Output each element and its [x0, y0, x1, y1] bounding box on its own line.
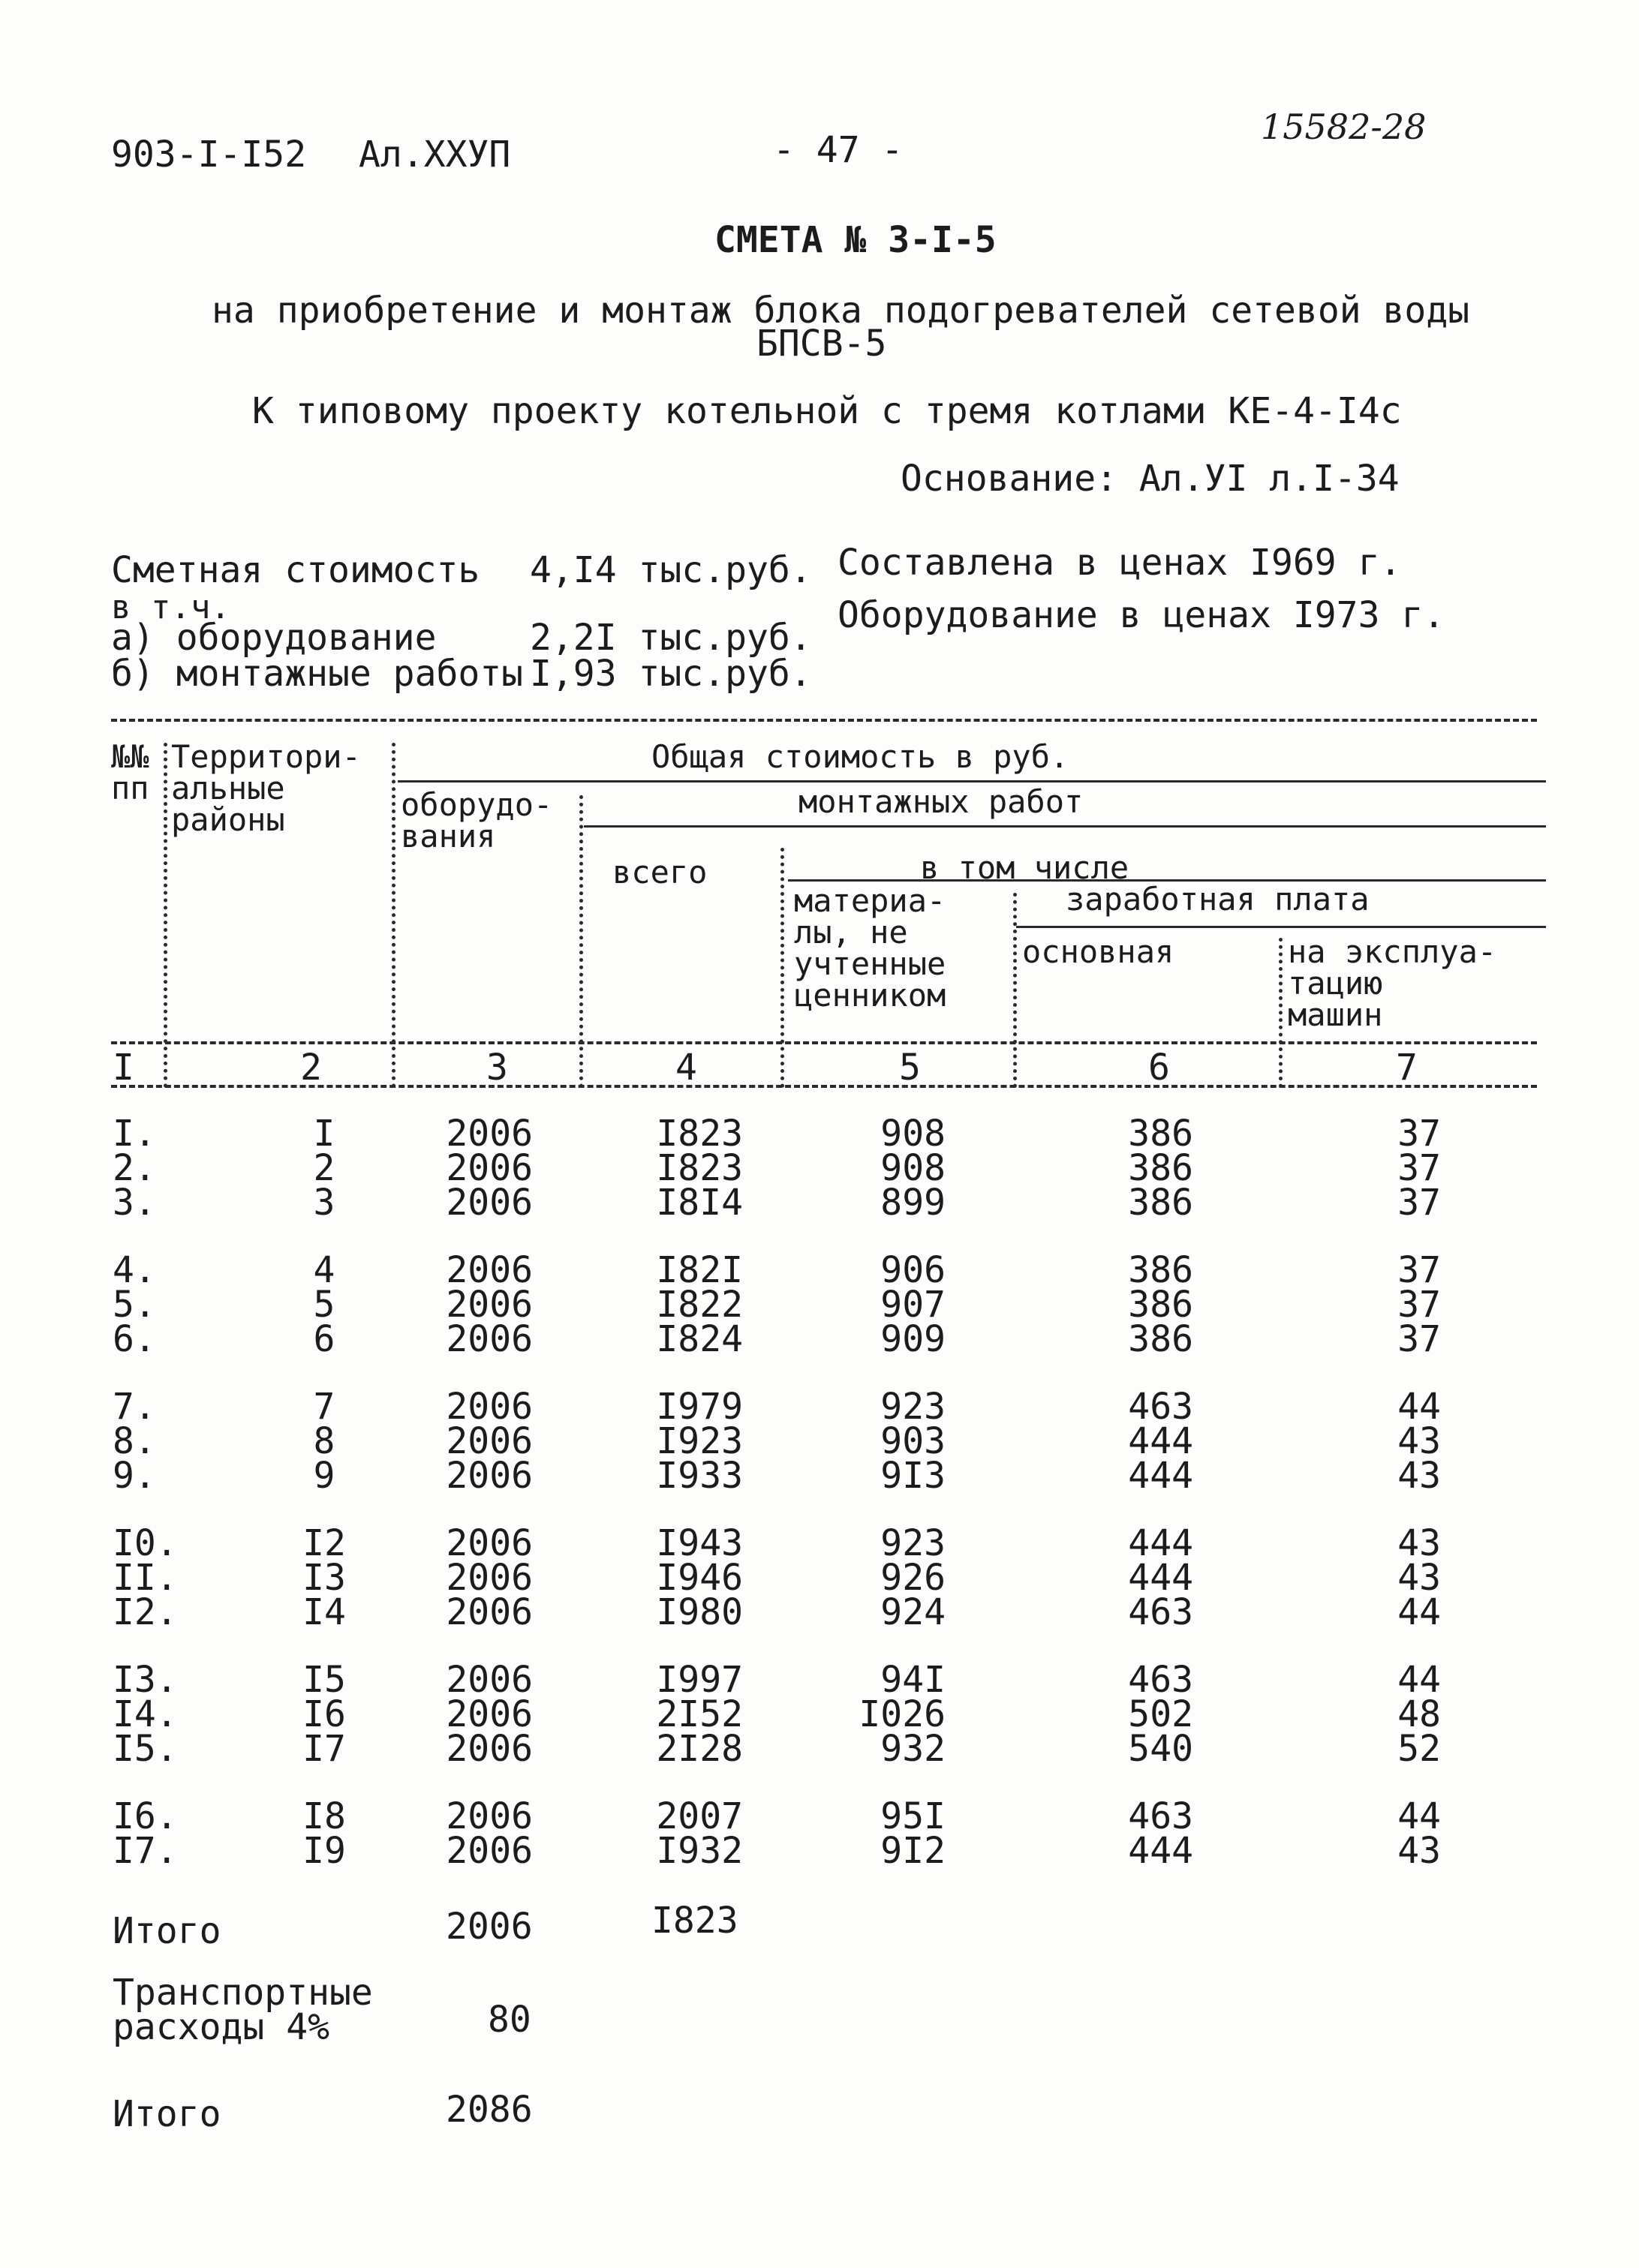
- row-installation-total: I997: [656, 1659, 743, 1701]
- row-machine-wage: 37: [1397, 1182, 1441, 1224]
- row-machine-wage: 37: [1397, 1318, 1441, 1360]
- colnum-2: 2: [300, 1047, 322, 1089]
- row-number: 2.: [113, 1147, 156, 1189]
- row-region: 2: [313, 1147, 335, 1189]
- header-bottom-rule: [111, 1041, 1537, 1044]
- row-region: I6: [302, 1693, 346, 1735]
- hdr-num-2: пп: [111, 770, 149, 807]
- hdr-total-cost: Общая стоимость в руб.: [651, 738, 1069, 775]
- including-label: в т.ч.: [111, 588, 230, 626]
- row-number: I3.: [113, 1659, 178, 1701]
- transport-label-1: Транспортные: [113, 1972, 373, 2014]
- hdr-exploitation-1: на эксплуа-: [1288, 933, 1497, 970]
- col-sep-6: [1279, 938, 1283, 1088]
- hdr-materials-4: ценником: [794, 977, 946, 1014]
- row-materials: 909: [880, 1318, 946, 1360]
- row-installation-total: 2I28: [656, 1728, 743, 1770]
- row-equipment-cost: 2006: [446, 1557, 533, 1599]
- row-region: I9: [302, 1830, 346, 1872]
- row-machine-wage: 44: [1397, 1795, 1441, 1837]
- hdr-equipment-2: вания: [401, 818, 496, 855]
- row-number: I.: [113, 1113, 156, 1155]
- row-equipment-cost: 2006: [446, 1522, 533, 1564]
- row-basic-wage: 463: [1128, 1386, 1193, 1428]
- table-top-rule: [111, 719, 1537, 722]
- row-basic-wage: 444: [1128, 1455, 1193, 1497]
- colnum-5: 5: [899, 1047, 921, 1089]
- title-line-1: на приобретение и монтаж блока подогревателей сетевой воды: [212, 290, 1470, 332]
- row-machine-wage: 44: [1397, 1591, 1441, 1633]
- row-installation-total: I823: [656, 1113, 743, 1155]
- equipment-value: 2,2I тыс.руб.: [530, 617, 812, 659]
- rule-installation: [584, 825, 1546, 828]
- row-region: I: [313, 1113, 335, 1155]
- row-number: 9.: [113, 1455, 156, 1497]
- row-machine-wage: 52: [1397, 1728, 1441, 1770]
- row-materials: I026: [859, 1693, 946, 1735]
- row-region: 8: [313, 1420, 335, 1462]
- prices-note-2: Оборудование в ценах I973 г.: [838, 594, 1445, 636]
- colnum-7: 7: [1396, 1047, 1418, 1089]
- hdr-territory-3: районы: [171, 801, 285, 838]
- colnum-6: 6: [1148, 1047, 1170, 1089]
- row-materials: 923: [880, 1522, 946, 1564]
- installation-label: б) монтажные работы: [111, 653, 524, 695]
- row-region: I2: [302, 1522, 346, 1564]
- row-machine-wage: 44: [1397, 1659, 1441, 1701]
- row-region: 9: [313, 1455, 335, 1497]
- title-line-3: К типовому проекту котельной с тремя котлами КЕ-4-I4с: [252, 390, 1402, 432]
- row-basic-wage: 463: [1128, 1795, 1193, 1837]
- colnum-3: 3: [486, 1047, 508, 1089]
- hdr-territory-1: Территори-: [171, 738, 361, 775]
- row-machine-wage: 44: [1397, 1386, 1441, 1428]
- col-sep-5: [1013, 893, 1017, 1088]
- row-installation-total: I946: [656, 1557, 743, 1599]
- hdr-including: в том числе: [920, 849, 1129, 886]
- hdr-basic: основная: [1022, 933, 1174, 970]
- row-basic-wage: 386: [1128, 1284, 1193, 1326]
- hdr-equipment-1: оборудо-: [401, 786, 553, 823]
- row-number: I7.: [113, 1830, 178, 1872]
- row-equipment-cost: 2006: [446, 1249, 533, 1291]
- row-region: 3: [313, 1182, 335, 1224]
- row-machine-wage: 37: [1397, 1147, 1441, 1189]
- page-number: - 47 -: [773, 129, 904, 171]
- row-materials: 932: [880, 1728, 946, 1770]
- row-installation-total: I823: [656, 1147, 743, 1189]
- row-machine-wage: 37: [1397, 1249, 1441, 1291]
- row-number: 5.: [113, 1284, 156, 1326]
- row-installation-total: I923: [656, 1420, 743, 1462]
- row-equipment-cost: 2006: [446, 1284, 533, 1326]
- hdr-materials-3: учтенные: [794, 945, 946, 982]
- row-number: I2.: [113, 1591, 178, 1633]
- hdr-exploitation-3: машин: [1288, 996, 1383, 1033]
- cost-value: 4,I4 тыс.руб.: [530, 549, 812, 591]
- row-installation-total: I943: [656, 1522, 743, 1564]
- row-materials: 94I: [880, 1659, 946, 1701]
- row-region: I4: [302, 1591, 346, 1633]
- archive-stamp: 15582-28: [1261, 107, 1427, 147]
- row-basic-wage: 386: [1128, 1113, 1193, 1155]
- total-1-installation: I823: [651, 1900, 738, 1942]
- row-machine-wage: 43: [1397, 1455, 1441, 1497]
- row-basic-wage: 386: [1128, 1249, 1193, 1291]
- colnum-4: 4: [675, 1047, 697, 1089]
- hdr-materials-2: лы, не: [794, 914, 908, 951]
- row-materials: 924: [880, 1591, 946, 1633]
- row-number: 8.: [113, 1420, 156, 1462]
- row-basic-wage: 463: [1128, 1659, 1193, 1701]
- row-equipment-cost: 2006: [446, 1386, 533, 1428]
- row-region: 6: [313, 1318, 335, 1360]
- row-number: I5.: [113, 1728, 178, 1770]
- row-number: 4.: [113, 1249, 156, 1291]
- rule-wages: [1016, 926, 1546, 928]
- title-line-2: БПСВ-5: [756, 323, 887, 365]
- row-number: 3.: [113, 1182, 156, 1224]
- col-sep-3: [579, 795, 583, 1088]
- row-number: 7.: [113, 1386, 156, 1428]
- row-materials: 908: [880, 1147, 946, 1189]
- row-installation-total: I8I4: [656, 1182, 743, 1224]
- row-region: 7: [313, 1386, 335, 1428]
- row-equipment-cost: 2006: [446, 1147, 533, 1189]
- row-equipment-cost: 2006: [446, 1113, 533, 1155]
- row-installation-total: I822: [656, 1284, 743, 1326]
- cost-label: Сметная стоимость: [111, 549, 480, 591]
- col-sep-2: [392, 743, 395, 1088]
- col-sep-4: [780, 848, 784, 1088]
- row-materials: 907: [880, 1284, 946, 1326]
- row-materials: 908: [880, 1113, 946, 1155]
- row-materials: 903: [880, 1420, 946, 1462]
- col-sep-1: [164, 743, 167, 1088]
- row-basic-wage: 386: [1128, 1182, 1193, 1224]
- row-basic-wage: 444: [1128, 1522, 1193, 1564]
- basis-ref: Основание: Ал.УI л.I-34: [901, 458, 1400, 500]
- row-basic-wage: 444: [1128, 1830, 1193, 1872]
- row-basic-wage: 444: [1128, 1420, 1193, 1462]
- total-1-equipment: 2006: [446, 1906, 533, 1948]
- row-machine-wage: 43: [1397, 1522, 1441, 1564]
- hdr-all: всего: [612, 854, 708, 891]
- row-basic-wage: 463: [1128, 1591, 1193, 1633]
- equipment-label: а) оборудование: [111, 617, 437, 659]
- row-basic-wage: 502: [1128, 1693, 1193, 1735]
- transport-value: 80: [488, 1999, 531, 2041]
- row-materials: 95I: [880, 1795, 946, 1837]
- row-materials: 899: [880, 1182, 946, 1224]
- row-equipment-cost: 2006: [446, 1659, 533, 1701]
- row-equipment-cost: 2006: [446, 1728, 533, 1770]
- prices-note-1: Составлена в ценах I969 г.: [838, 542, 1402, 584]
- row-machine-wage: 43: [1397, 1420, 1441, 1462]
- row-machine-wage: 37: [1397, 1113, 1441, 1155]
- row-installation-total: I82I: [656, 1249, 743, 1291]
- row-machine-wage: 43: [1397, 1557, 1441, 1599]
- total-2-label: Итого: [113, 2093, 221, 2135]
- row-number: I4.: [113, 1693, 178, 1735]
- row-region: I7: [302, 1728, 346, 1770]
- row-equipment-cost: 2006: [446, 1830, 533, 1872]
- row-materials: 906: [880, 1249, 946, 1291]
- rule-total-cost: [398, 780, 1546, 783]
- row-number: 6.: [113, 1318, 156, 1360]
- total-1-label: Итого: [113, 1910, 221, 1952]
- row-installation-total: I932: [656, 1830, 743, 1872]
- hdr-territory-2: альные: [171, 770, 285, 807]
- album-ref: Ал.XXУП: [359, 134, 511, 176]
- row-installation-total: I979: [656, 1386, 743, 1428]
- row-region: 5: [313, 1284, 335, 1326]
- row-installation-total: 2007: [656, 1795, 743, 1837]
- col-number-rule: [111, 1085, 1537, 1088]
- row-basic-wage: 386: [1128, 1318, 1193, 1360]
- row-machine-wage: 43: [1397, 1830, 1441, 1872]
- row-region: I3: [302, 1557, 346, 1599]
- row-machine-wage: 37: [1397, 1284, 1441, 1326]
- row-equipment-cost: 2006: [446, 1420, 533, 1462]
- row-number: I6.: [113, 1795, 178, 1837]
- estimate-title: СМЕТА № 3-I-5: [714, 219, 997, 261]
- row-basic-wage: 386: [1128, 1147, 1193, 1189]
- hdr-wages: заработная плата: [1066, 881, 1370, 918]
- row-number: I0.: [113, 1522, 178, 1564]
- row-materials: 9I3: [880, 1455, 946, 1497]
- row-materials: 923: [880, 1386, 946, 1428]
- row-number: II.: [113, 1557, 178, 1599]
- row-equipment-cost: 2006: [446, 1318, 533, 1360]
- row-equipment-cost: 2006: [446, 1182, 533, 1224]
- installation-value: I,93 тыс.руб.: [530, 653, 812, 695]
- hdr-exploitation-2: тацию: [1288, 965, 1383, 1002]
- total-2-value: 2086: [446, 2089, 533, 2131]
- hdr-installation: монтажных работ: [798, 783, 1084, 820]
- row-equipment-cost: 2006: [446, 1455, 533, 1497]
- row-basic-wage: 444: [1128, 1557, 1193, 1599]
- row-materials: 926: [880, 1557, 946, 1599]
- row-equipment-cost: 2006: [446, 1693, 533, 1735]
- row-basic-wage: 540: [1128, 1728, 1193, 1770]
- row-equipment-cost: 2006: [446, 1591, 533, 1633]
- row-region: 4: [313, 1249, 335, 1291]
- row-machine-wage: 48: [1397, 1693, 1441, 1735]
- row-installation-total: I980: [656, 1591, 743, 1633]
- row-installation-total: I824: [656, 1318, 743, 1360]
- row-equipment-cost: 2006: [446, 1795, 533, 1837]
- row-region: I8: [302, 1795, 346, 1837]
- hdr-num: №№: [111, 738, 149, 775]
- colnum-1: I: [113, 1047, 134, 1089]
- doc-code: 903-I-I52: [111, 134, 307, 176]
- hdr-materials-1: материа-: [794, 882, 946, 919]
- row-installation-total: 2I52: [656, 1693, 743, 1735]
- row-region: I5: [302, 1659, 346, 1701]
- row-materials: 9I2: [880, 1830, 946, 1872]
- transport-label-2: расходы 4%: [113, 2006, 329, 2048]
- row-installation-total: I933: [656, 1455, 743, 1497]
